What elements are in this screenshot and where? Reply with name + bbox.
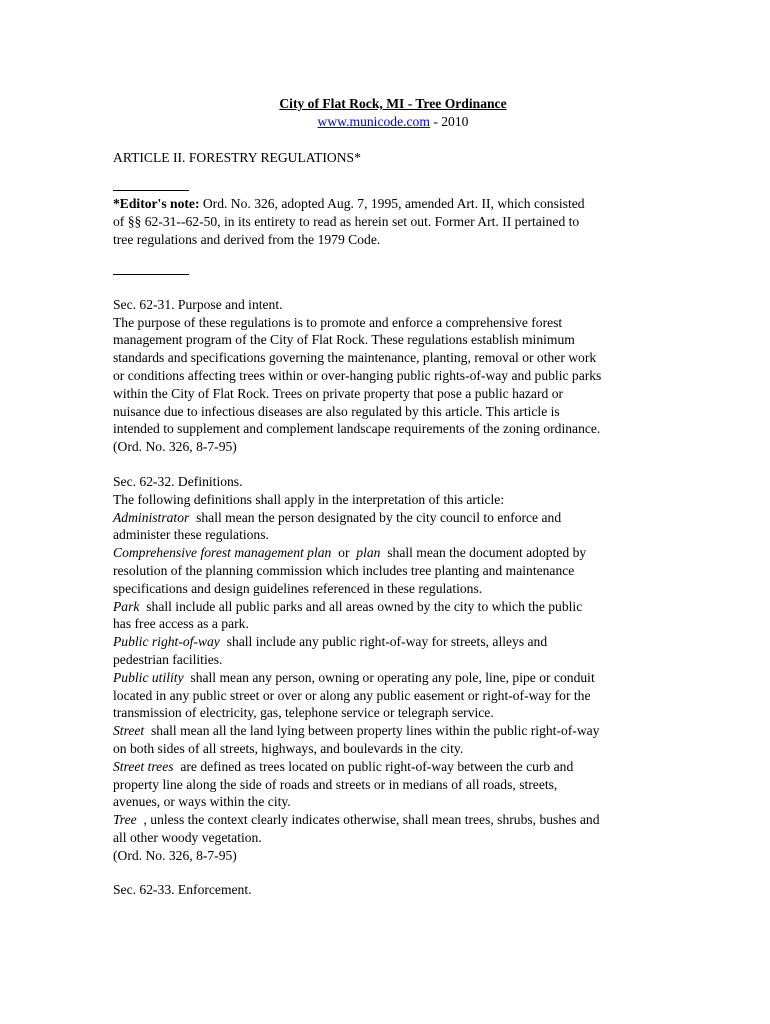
definition-tree: Tree , unless the context clearly indicates otherwise, shall mean trees, shrubs, bushes and all other woody vegetation. — [113, 812, 600, 845]
section-heading: Sec. 62-31. Purpose and intent. — [113, 296, 283, 312]
defined-term: Street — [113, 723, 145, 739]
editors-note-label: *Editor's note: — [113, 196, 200, 212]
defined-term: Public right-of-way — [113, 634, 220, 650]
section-heading: Sec. 62-33. Enforcement. — [113, 882, 252, 898]
editors-note: *Editor's note: Ord. No. 326, adopted Aug. 7, 1995, amended Art. II, which consisted of §§ 62-31--62-50, in its entirety to read as herein set out. Former Art. II pertained to tree regulations and derived from the 1979 Code. — [113, 196, 585, 247]
defined-term: Tree — [113, 812, 137, 828]
document-title: City of Flat Rock, MI - Tree Ordinance — [279, 96, 507, 111]
section-heading: Sec. 62-32. Definitions. — [113, 473, 243, 489]
document-header — [113, 95, 673, 131]
defined-term: Street trees — [113, 758, 174, 774]
citation: (Ord. No. 326, 8-7-95) — [113, 439, 237, 455]
section-62-31: Sec. 62-31. Purpose and intent. The purpose of these regulations is to promote and enforce a comprehensive forest management program of the City of Flat Rock. These regulations establish minimum standards and specifications governing the maintenance, planting, removal or other work or conditions affecting trees within or over-hanging public rights-of-way and public parks within the City of Flat Rock. Trees on private property that pose a public hazard or nuisance due to infectious diseases are also regulated by this article. This article is intended to supplement and complement landscape requirements of the zoning ordinance. (Ord. No. 326, 8-7-95) — [113, 296, 673, 456]
defined-term: plan — [356, 545, 381, 561]
definition-public-right-of-way: Public right-of-way shall include any public right-of-way for streets, alleys and pedestrian facilities. — [113, 634, 548, 667]
defined-term: Comprehensive forest management plan — [113, 545, 332, 561]
document-page — [113, 95, 673, 899]
section-62-32: Sec. 62-32. Definitions. The following definitions shall apply in the interpretation of this article: Administrator shall mean the person designated by the city council to enforce and administer these regulations. Comprehensive forest management plan or plan shall mean the document adopted by resolution of the planning commission which includes tree planting and maintenance specifications and design guidelines referenced in these regulations. Park shall include all public parks and all areas owned by the city to which the public has free access as a park. Public right-of-way shall include any public right-of-way for streets, alleys and pedestrian facilities. Public utility shall mean any person, owning or operating any pole, line, pipe or conduit located in any public street or over or along any public easement or right-of-way for the transmission of electricity, gas, telephone service or telegraph service. Street shall mean all the land lying between property lines within the public right-of-way on both sides of all streets, highways, and boulevards in the city. Street trees are defined as trees located on public right-of-way between the curb and property line along the side of roads and streets or in medians of all roads, streets, avenues, or ways within the city. Tree , unless the context clearly indicates otherwise, shall mean trees, shrubs, bushes and all other woody vegetation. (Ord. No. 326, 8-7-95) — [113, 473, 673, 865]
source-year: - 2010 — [429, 113, 469, 129]
defined-term: Park — [113, 598, 140, 614]
definition-public-utility: Public utility shall mean any person, owning or operating any pole, line, pipe or conduit located in any public street or over or along any public easement or right-of-way for the transmission of electricity, gas, telephone service or telegraph service. — [113, 669, 595, 721]
definition-street-trees: Street trees are defined as trees located on public right-of-way between the curb and property line along the side of roads and streets or in medians of all roads, streets, avenues, or ways within the city. — [113, 758, 574, 810]
source-line — [113, 113, 673, 131]
citation: (Ord. No. 326, 8-7-95) — [113, 847, 237, 863]
definition-street: Street shall mean all the land lying between property lines within the public right-of-way on both sides of all streets, highways, and boulevards in the city. — [113, 723, 600, 756]
municode-link[interactable]: www.municode.com — [317, 113, 430, 129]
article-heading: ARTICLE II. FORESTRY REGULATIONS* — [113, 149, 361, 165]
definition-park: Park shall include all public parks and all areas owned by the city to which the public has free access as a park. — [113, 598, 583, 632]
defined-term: Public utility — [113, 669, 184, 685]
definition-administrator: Administrator shall mean the person designated by the city council to enforce and administer these regulations. — [113, 509, 562, 543]
definition-plan: Comprehensive forest management plan or plan shall mean the document adopted by resolution of the planning commission which includes tree planting and maintenance specifications and design guidelines referenced in these regulations. — [113, 545, 587, 596]
defined-term: Administrator — [113, 509, 190, 525]
